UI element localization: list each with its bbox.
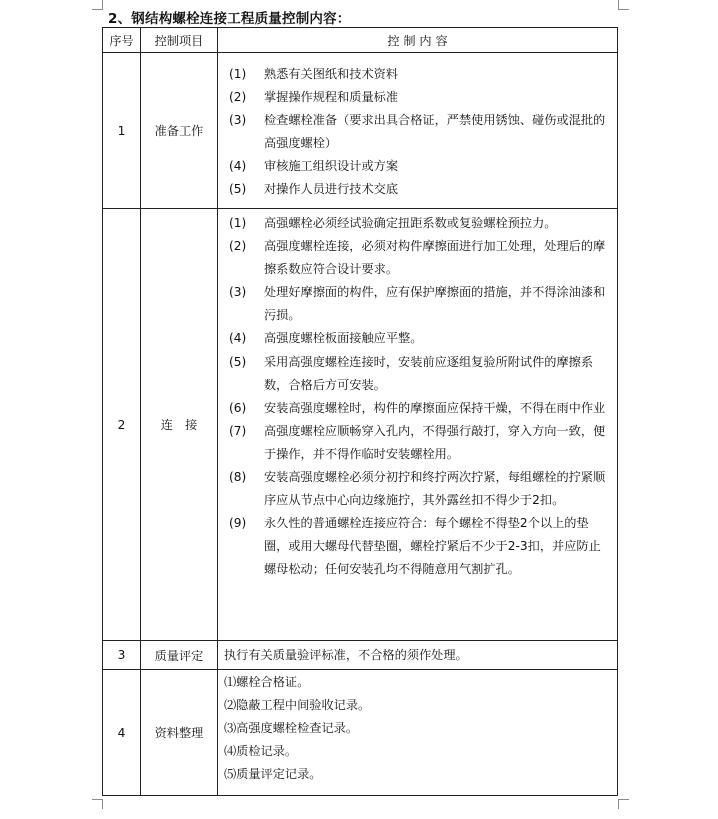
- list-item: [224, 512, 609, 581]
- item-text: 掌握操作规程和质量标准: [264, 89, 399, 104]
- item-text: 检查螺栓准备（要求出具合格证，严禁使用锈蚀、碰伤或混批的高强度螺栓）: [264, 112, 606, 150]
- item-text: 处理好摩擦面的构件，应有保护摩擦面的措施，并不得涂油漆和污损。: [264, 285, 606, 323]
- list-item: ⑵隐蔽工程中间验收记录。: [224, 698, 371, 712]
- section-heading: 2、钢结构螺栓连接工程质量控制内容：: [108, 11, 351, 27]
- item-number: (8): [229, 470, 247, 485]
- list-item: [224, 397, 609, 420]
- item-text: 高强螺栓必须经试验确定扭距系数或复验螺栓预拉力。: [264, 216, 557, 230]
- item-text: 安装高强度螺栓时，构件的摩擦面应保持干燥，不得在雨中作业: [264, 400, 606, 415]
- item-number: (4): [229, 159, 247, 174]
- row-number: 3: [103, 641, 141, 670]
- row-control-item: 准备工作: [141, 53, 218, 209]
- item-number: (7): [229, 423, 247, 438]
- item-number: (5): [229, 182, 247, 197]
- row-content: [218, 209, 618, 641]
- list-item: ⑸质量评定记录。: [224, 767, 322, 781]
- header-cell-no: 序号: [103, 28, 141, 53]
- item-text: 采用高强度螺栓连接时，安装前应逐组复验所附试件的摩擦系数，合格后方可安装。: [264, 354, 594, 392]
- row-content: [218, 670, 618, 796]
- row-control-item: 连 接: [141, 209, 218, 641]
- item-number: (3): [229, 285, 247, 300]
- page-corner-mark: [92, 799, 103, 809]
- list-item: [224, 86, 609, 109]
- list-item: [224, 327, 609, 350]
- list-item: [224, 351, 609, 397]
- item-number: (3): [229, 112, 247, 127]
- page-corner-mark: [92, 0, 103, 10]
- header-cell-item: 控制项目: [141, 28, 218, 53]
- list-item: [224, 178, 609, 201]
- list-item: [224, 155, 609, 178]
- row-number: 2: [103, 209, 141, 641]
- item-number: (1): [229, 216, 247, 230]
- item-text: 高强度螺栓连接，必须对构件摩擦面进行加工处理，处理后的摩擦系数应符合设计要求。: [264, 239, 606, 277]
- item-text: 熟悉有关图纸和技术资料: [264, 66, 399, 81]
- item-number: (2): [229, 89, 247, 104]
- row-content: [218, 53, 618, 209]
- item-number: (9): [229, 516, 247, 531]
- item-text: 安装高强度螺栓必须分初拧和终拧两次拧紧，每组螺栓的拧紧顺序应从节点中心向边缘施拧，其外露丝扣不得少于2扣。: [264, 470, 606, 508]
- item-text: 永久性的普通螺栓连接应符合：每个螺栓不得垫2个以上的垫圈，或用大螺母代替垫圈，螺栓拧紧后不少于2-3扣，并应防止螺母松动；任何安装孔均不得随意用气割扩孔。: [264, 516, 601, 577]
- list-item: [224, 212, 609, 235]
- row-number: 4: [103, 670, 141, 796]
- list-item: [224, 281, 609, 327]
- list-item: [224, 109, 609, 155]
- quality-control-table: [102, 27, 618, 796]
- item-number: (5): [229, 354, 247, 369]
- list-item: ⑴螺栓合格证。: [224, 675, 310, 689]
- list-item: [224, 235, 609, 281]
- item-text: 审核施工组织设计或方案: [264, 159, 399, 174]
- list-item: ⑷质检记录。: [224, 744, 298, 758]
- item-number: (6): [229, 400, 247, 415]
- page-corner-mark: [618, 799, 629, 809]
- item-number: (1): [229, 66, 247, 81]
- item-text: 高强度螺栓板面接触应平整。: [264, 331, 423, 346]
- row-control-item: 资料整理: [141, 670, 218, 796]
- item-text: 对操作人员进行技术交底: [264, 182, 399, 197]
- page-corner-mark: [618, 0, 629, 10]
- table-header-row: [103, 28, 618, 53]
- list-item: ⑶高强度螺栓检查记录。: [224, 721, 359, 735]
- item-text: 高强度螺栓应顺畅穿入孔内，不得强行敲打，穿入方向一致，便于操作，并不得作临时安装螺栓用。: [264, 423, 606, 461]
- row-control-item: 质量评定: [141, 641, 218, 670]
- row-content: 执行有关质量验评标准，不合格的须作处理。: [218, 641, 618, 670]
- item-number: (2): [229, 239, 247, 254]
- table-row: [103, 209, 618, 641]
- table-row: [103, 670, 618, 796]
- list-item: [224, 466, 609, 512]
- item-number: (4): [229, 331, 247, 346]
- list-item: [224, 420, 609, 466]
- table-row: [103, 53, 618, 209]
- header-cell-content: 控 制 内 容: [218, 28, 618, 53]
- list-item: [224, 63, 609, 86]
- table-row: [103, 641, 618, 670]
- row-number: 1: [103, 53, 141, 209]
